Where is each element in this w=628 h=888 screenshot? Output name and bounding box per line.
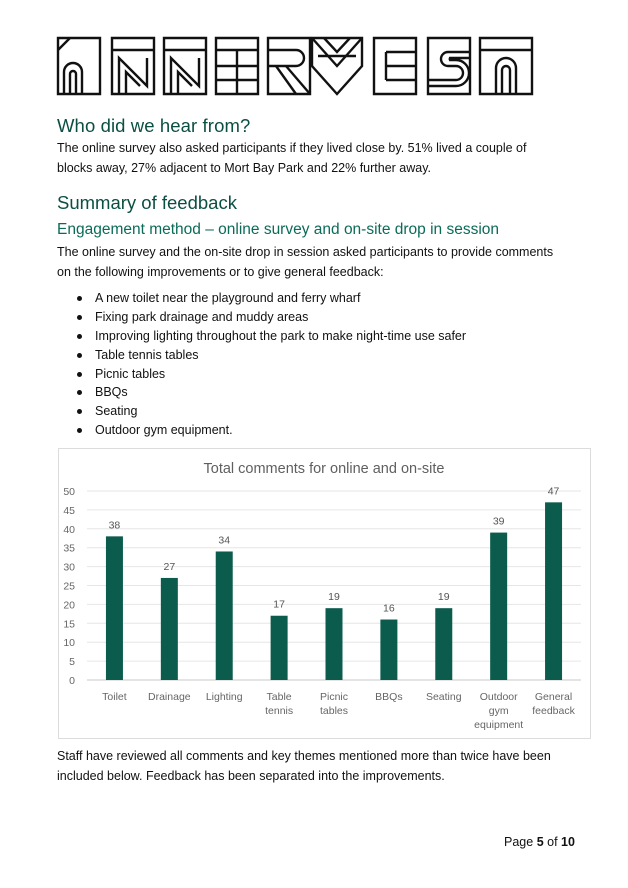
list-item xyxy=(57,289,466,308)
y-tick-label: 40 xyxy=(63,523,75,536)
x-tick-label-line: equipment xyxy=(474,719,524,731)
list-item xyxy=(57,402,466,421)
list-item xyxy=(57,365,466,384)
data-label: 38 xyxy=(108,519,121,532)
list-item-text: Seating xyxy=(95,404,138,419)
list-item-text: Outdoor gym equipment. xyxy=(95,423,233,438)
x-tick-label-line: Picnic xyxy=(319,691,349,703)
y-tick-label: 15 xyxy=(63,618,75,631)
data-label: 39 xyxy=(492,515,505,528)
total-pages: 10 xyxy=(561,835,575,849)
x-tick-label xyxy=(206,691,243,703)
x-tick-label-line: tennis xyxy=(265,705,294,717)
y-tick-label: 35 xyxy=(63,542,75,555)
staff-review-paragraph: Staff have reviewed all comments and key themes mentioned more than twice have been included below. Feedback has been separated into the improvements. xyxy=(57,749,551,783)
page-label: Page xyxy=(504,835,534,849)
chart-bar xyxy=(490,533,507,680)
list-item-text: A new toilet near the playground and ferry wharf xyxy=(95,291,361,305)
x-tick-label-line: Table xyxy=(266,691,292,703)
chart-bar xyxy=(161,578,178,680)
bullet-icon xyxy=(77,428,82,433)
logo-letter-i xyxy=(58,38,100,94)
improvements-list xyxy=(57,289,466,440)
chart-bar xyxy=(106,536,123,680)
chart-bar xyxy=(435,608,452,680)
x-tick-label-line: General xyxy=(534,691,573,703)
logo-letter-w xyxy=(312,38,362,94)
chart-title: Total comments for online and on-site xyxy=(203,461,445,477)
data-label: 16 xyxy=(383,602,395,615)
bullet-icon xyxy=(77,296,82,301)
data-label: 47 xyxy=(547,485,560,498)
y-tick-label: 5 xyxy=(69,656,75,669)
bullet-icon xyxy=(77,409,82,414)
logo-letter-e xyxy=(216,38,258,94)
chart-bar xyxy=(216,551,233,680)
chart-bar xyxy=(271,616,288,680)
data-label: 27 xyxy=(163,560,176,573)
logo-letter-s xyxy=(428,38,470,94)
inner-west-logo xyxy=(56,36,534,96)
logo-letter-e2 xyxy=(374,38,416,94)
list-item xyxy=(57,327,466,346)
survey-proximity-paragraph: The online survey also asked participants if they lived close by. 51% lived a couple of blocks away, 27% adjacent to Mort Bay Park and 22% further away. xyxy=(57,141,527,175)
x-tick-label xyxy=(426,691,462,703)
data-label: 19 xyxy=(328,591,340,604)
comments-bar-chart xyxy=(58,448,591,739)
x-tick-label-line: feedback xyxy=(532,705,575,717)
x-tick-label xyxy=(474,691,523,731)
bullet-icon xyxy=(77,334,82,339)
y-tick-label: 45 xyxy=(63,504,75,517)
x-tick-label xyxy=(148,691,191,703)
y-tick-label: 0 xyxy=(69,675,75,687)
survey-intro-paragraph: The online survey and the on-site drop in session asked participants to provide comments on the following improvements or to give general feedback: xyxy=(57,245,554,279)
chart-bar xyxy=(380,620,397,680)
list-item-text: Table tennis tables xyxy=(95,347,199,362)
page-number xyxy=(504,835,575,849)
x-tick-label-line: Drainage xyxy=(148,691,191,703)
x-tick-label xyxy=(532,691,575,717)
y-tick-label: 50 xyxy=(63,486,75,498)
list-item-text: BBQs xyxy=(95,385,128,400)
section-heading-summary: Summary of feedback xyxy=(57,192,237,213)
bullet-icon xyxy=(77,315,82,320)
engagement-method-subheading: Engagement method – online survey and on-site drop in session xyxy=(57,221,500,238)
x-tick-label xyxy=(375,691,402,703)
data-label: 34 xyxy=(218,534,231,547)
logo-letter-r xyxy=(268,38,310,94)
chart-canvas xyxy=(59,449,590,738)
x-tick-label-line: Outdoor xyxy=(479,691,518,703)
of-label: of xyxy=(547,835,558,849)
bullet-icon xyxy=(77,372,82,377)
list-item-text: Improving lighting throughout the park to make night-time use safer xyxy=(95,328,467,343)
list-item xyxy=(57,346,466,365)
x-tick-label-line: tables xyxy=(319,705,349,717)
logo-letter-n2 xyxy=(164,38,206,94)
x-tick-label-line: Toilet xyxy=(102,691,127,703)
x-tick-label xyxy=(102,691,127,703)
x-tick-label xyxy=(320,691,348,717)
y-tick-label: 25 xyxy=(63,580,75,593)
bullet-icon xyxy=(77,353,82,358)
current-page: 5 xyxy=(536,835,544,849)
chart-bar xyxy=(326,608,343,680)
x-tick-label-line: BBQs xyxy=(375,691,403,703)
data-label: 17 xyxy=(273,598,285,611)
data-label: 19 xyxy=(437,591,450,604)
logo-letter-t xyxy=(480,38,532,94)
chart-bar xyxy=(545,502,562,680)
y-tick-label: 30 xyxy=(63,561,75,574)
list-item xyxy=(57,308,466,327)
list-item xyxy=(57,421,466,440)
list-item xyxy=(57,383,466,402)
section-heading-who: Who did we hear from? xyxy=(57,115,251,136)
x-tick-label-line: Seating xyxy=(425,691,462,703)
y-tick-label: 10 xyxy=(63,637,75,650)
list-item-text: Picnic tables xyxy=(95,366,166,381)
bullet-icon xyxy=(77,390,82,395)
list-item-text: Fixing park drainage and muddy areas xyxy=(95,309,309,324)
logo-letter-n1 xyxy=(112,38,154,94)
x-tick-label xyxy=(265,691,293,717)
y-tick-label: 20 xyxy=(63,599,75,612)
x-tick-label-line: Lighting xyxy=(205,691,243,703)
x-tick-label-line: gym xyxy=(488,705,509,717)
